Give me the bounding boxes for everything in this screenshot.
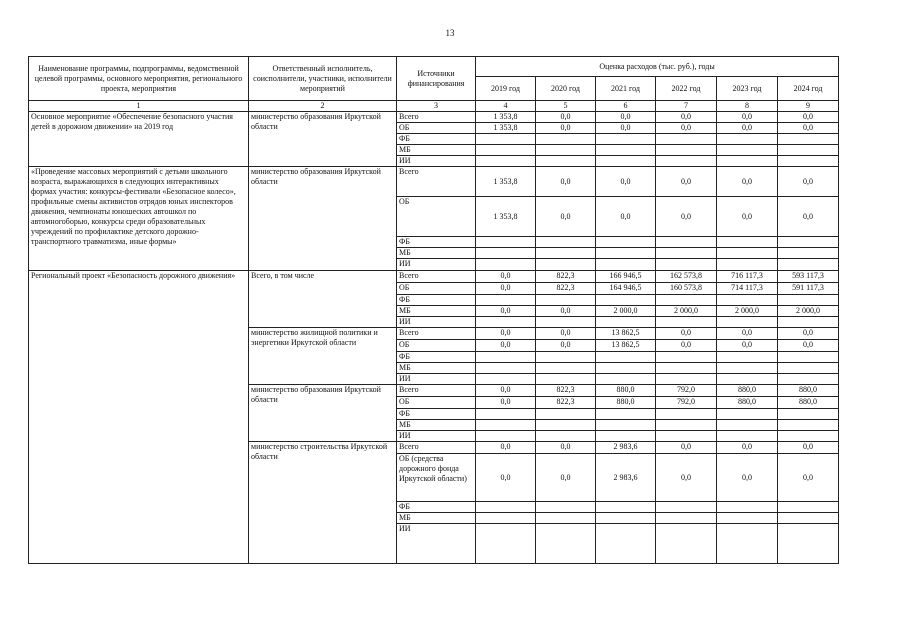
value-cell: 2 000,0 (778, 306, 839, 317)
value-cell (536, 524, 596, 564)
value-cell (596, 431, 656, 442)
value-cell: 0,0 (476, 340, 536, 352)
value-cell (536, 513, 596, 524)
executor-cell: министерство жилищной политики и энергетики Иркутской области (249, 328, 397, 385)
funding-source-cell: ОБ (397, 197, 476, 237)
value-cell (778, 409, 839, 420)
value-cell: 0,0 (656, 454, 717, 502)
funding-source-cell: ФБ (397, 237, 476, 248)
executor-cell: министерство образования Иркутской области (249, 167, 397, 271)
value-cell (536, 295, 596, 306)
value-cell (596, 259, 656, 271)
value-cell: 0,0 (476, 283, 536, 295)
value-cell: 0,0 (778, 328, 839, 340)
value-cell (536, 317, 596, 328)
value-cell: 880,0 (596, 385, 656, 397)
value-cell (596, 352, 656, 363)
value-cell (536, 352, 596, 363)
value-cell: 880,0 (717, 397, 778, 409)
value-cell: 0,0 (596, 112, 656, 123)
value-cell (596, 237, 656, 248)
column-number: 3 (397, 101, 476, 112)
value-cell: 822,3 (536, 283, 596, 295)
header-year: 2021 год (596, 77, 656, 101)
table-row (29, 271, 839, 283)
value-cell (778, 156, 839, 167)
value-cell (476, 156, 536, 167)
funding-source-cell: МБ (397, 420, 476, 431)
value-cell: 0,0 (536, 454, 596, 502)
value-cell (656, 420, 717, 431)
value-cell: 0,0 (596, 167, 656, 197)
value-cell: 822,3 (536, 397, 596, 409)
value-cell (536, 431, 596, 442)
funding-source-cell: Всего (397, 271, 476, 283)
value-cell: 0,0 (656, 167, 717, 197)
value-cell: 0,0 (656, 123, 717, 134)
value-cell: 13 862,5 (596, 328, 656, 340)
value-cell: 2 000,0 (656, 306, 717, 317)
value-cell: 0,0 (717, 167, 778, 197)
header-program: Наименование программы, подпрограммы, ведомственной целевой программы, основного мероприятия, регионального проекта, мероприятия (29, 57, 249, 101)
executor-cell: министерство образования Иркутской области (249, 112, 397, 167)
value-cell: 0,0 (536, 123, 596, 134)
value-cell: 0,0 (717, 112, 778, 123)
value-cell (476, 248, 536, 259)
value-cell (656, 145, 717, 156)
value-cell: 0,0 (656, 340, 717, 352)
value-cell: 792,0 (656, 397, 717, 409)
value-cell: 822,3 (536, 271, 596, 283)
value-cell (778, 295, 839, 306)
value-cell: 0,0 (778, 197, 839, 237)
funding-source-cell: ИИ (397, 431, 476, 442)
funding-source-cell: ФБ (397, 502, 476, 513)
value-cell (778, 431, 839, 442)
column-number: 1 (29, 101, 249, 112)
header-year: 2019 год (476, 77, 536, 101)
program-name-cell: «Проведение массовых мероприятий с детьми школьного возраста, выражающихся в следующих интерактивных формах участия: конкурсы-фестивали «Безопасное колесо», профильные смены активистов отрядов юных инспекторов движения, чемпионаты юношеских автошкол по автомногоборью, конкурсы среди образовательных учреждений по профилактике детского дорожно-транспортного травматизма, иные формы» (29, 167, 249, 271)
funding-source-cell: МБ (397, 306, 476, 317)
value-cell (717, 145, 778, 156)
value-cell (596, 513, 656, 524)
executor-cell: министерство образования Иркутской области (249, 385, 397, 442)
header-year: 2023 год (717, 77, 778, 101)
table-row (29, 167, 839, 197)
value-cell (476, 295, 536, 306)
value-cell: 880,0 (596, 397, 656, 409)
value-cell (476, 409, 536, 420)
value-cell: 822,3 (536, 385, 596, 397)
value-cell (778, 317, 839, 328)
value-cell: 593 117,3 (778, 271, 839, 283)
value-cell: 2 983,6 (596, 454, 656, 502)
value-cell (717, 431, 778, 442)
value-cell (596, 420, 656, 431)
value-cell (717, 134, 778, 145)
funding-source-cell: Всего (397, 167, 476, 197)
value-cell (596, 363, 656, 374)
funding-source-cell: ИИ (397, 259, 476, 271)
value-cell: 0,0 (778, 167, 839, 197)
value-cell (717, 513, 778, 524)
value-cell (717, 374, 778, 385)
value-cell (536, 363, 596, 374)
header-year: 2020 год (536, 77, 596, 101)
value-cell (596, 502, 656, 513)
column-number: 2 (249, 101, 397, 112)
column-number: 8 (717, 101, 778, 112)
program-name-cell: Региональный проект «Безопасность дорожного движения» (29, 271, 249, 564)
funding-source-cell: ИИ (397, 524, 476, 564)
value-cell (717, 156, 778, 167)
funding-source-cell: ИИ (397, 374, 476, 385)
value-cell (656, 352, 717, 363)
funding-source-cell: ОБ (397, 397, 476, 409)
value-cell (596, 248, 656, 259)
value-cell: 0,0 (536, 340, 596, 352)
value-cell (536, 134, 596, 145)
funding-source-cell: ФБ (397, 295, 476, 306)
value-cell (656, 409, 717, 420)
value-cell: 0,0 (476, 454, 536, 502)
value-cell (536, 248, 596, 259)
value-cell (476, 502, 536, 513)
budget-table (28, 56, 839, 564)
value-cell: 0,0 (717, 442, 778, 454)
value-cell: 0,0 (717, 123, 778, 134)
value-cell (596, 156, 656, 167)
value-cell (778, 502, 839, 513)
value-cell: 0,0 (476, 328, 536, 340)
value-cell (536, 237, 596, 248)
value-cell (596, 134, 656, 145)
funding-source-cell: МБ (397, 145, 476, 156)
value-cell (476, 513, 536, 524)
funding-source-cell: ФБ (397, 409, 476, 420)
funding-source-cell: ОБ (397, 283, 476, 295)
value-cell: 0,0 (656, 442, 717, 454)
value-cell: 591 117,3 (778, 283, 839, 295)
value-cell: 880,0 (778, 385, 839, 397)
value-cell (476, 524, 536, 564)
value-cell: 0,0 (536, 197, 596, 237)
funding-source-cell: ИИ (397, 317, 476, 328)
value-cell (656, 431, 717, 442)
value-cell (656, 374, 717, 385)
funding-source-cell: Всего (397, 385, 476, 397)
value-cell (717, 352, 778, 363)
value-cell (656, 248, 717, 259)
value-cell: 0,0 (778, 340, 839, 352)
funding-source-cell: Всего (397, 442, 476, 454)
funding-source-cell: ОБ (397, 123, 476, 134)
value-cell (476, 431, 536, 442)
table-body (29, 112, 839, 564)
value-cell (717, 409, 778, 420)
value-cell (656, 134, 717, 145)
funding-source-cell: МБ (397, 363, 476, 374)
value-cell (656, 524, 717, 564)
value-cell (656, 502, 717, 513)
value-cell (778, 237, 839, 248)
value-cell: 0,0 (536, 442, 596, 454)
value-cell: 0,0 (778, 454, 839, 502)
header-year: 2024 год (778, 77, 839, 101)
value-cell: 0,0 (596, 197, 656, 237)
value-cell (476, 237, 536, 248)
value-cell: 880,0 (717, 385, 778, 397)
value-cell: 0,0 (536, 328, 596, 340)
funding-source-cell: ОБ (397, 340, 476, 352)
value-cell: 0,0 (476, 271, 536, 283)
value-cell (656, 513, 717, 524)
value-cell (717, 237, 778, 248)
value-cell (717, 502, 778, 513)
value-cell: 13 862,5 (596, 340, 656, 352)
value-cell (596, 409, 656, 420)
value-cell: 1 353,8 (476, 123, 536, 134)
column-number: 9 (778, 101, 839, 112)
value-cell: 0,0 (476, 397, 536, 409)
value-cell: 0,0 (656, 197, 717, 237)
funding-source-cell: МБ (397, 513, 476, 524)
funding-source-cell: Всего (397, 328, 476, 340)
value-cell (778, 363, 839, 374)
value-cell: 0,0 (717, 328, 778, 340)
value-cell: 2 983,6 (596, 442, 656, 454)
funding-source-cell: Всего (397, 112, 476, 123)
value-cell (596, 145, 656, 156)
value-cell (778, 513, 839, 524)
value-cell (476, 145, 536, 156)
value-cell (536, 502, 596, 513)
value-cell: 0,0 (596, 123, 656, 134)
value-cell (778, 374, 839, 385)
value-cell: 714 117,3 (717, 283, 778, 295)
value-cell (717, 420, 778, 431)
value-cell (717, 295, 778, 306)
value-cell (476, 134, 536, 145)
value-cell: 1 353,8 (476, 112, 536, 123)
value-cell (476, 363, 536, 374)
value-cell (656, 317, 717, 328)
value-cell (778, 145, 839, 156)
value-cell (656, 156, 717, 167)
column-number: 4 (476, 101, 536, 112)
value-cell (717, 524, 778, 564)
header-source: Источники финансирования (397, 57, 476, 101)
header-executor: Ответственный исполнитель, соисполнители, участники, исполнители мероприятий (249, 57, 397, 101)
value-cell: 0,0 (656, 328, 717, 340)
value-cell: 0,0 (717, 454, 778, 502)
value-cell (717, 317, 778, 328)
value-cell: 0,0 (476, 306, 536, 317)
value-cell (778, 352, 839, 363)
value-cell: 0,0 (476, 442, 536, 454)
value-cell: 160 573,8 (656, 283, 717, 295)
value-cell (476, 259, 536, 271)
value-cell: 0,0 (476, 385, 536, 397)
column-number: 5 (536, 101, 596, 112)
value-cell: 880,0 (778, 397, 839, 409)
value-cell: 716 117,3 (717, 271, 778, 283)
table-row (29, 112, 839, 123)
page-number: 13 (445, 28, 455, 38)
value-cell: 1 353,8 (476, 197, 536, 237)
value-cell (536, 259, 596, 271)
header-costs: Оценка расходов (тыс. руб.), годы (476, 57, 839, 77)
value-cell (778, 524, 839, 564)
value-cell (596, 374, 656, 385)
value-cell: 792,0 (656, 385, 717, 397)
value-cell: 2 000,0 (596, 306, 656, 317)
value-cell (656, 295, 717, 306)
value-cell (476, 352, 536, 363)
value-cell (596, 295, 656, 306)
value-cell (656, 363, 717, 374)
value-cell (717, 259, 778, 271)
value-cell (596, 524, 656, 564)
value-cell: 0,0 (536, 167, 596, 197)
funding-source-cell: ИИ (397, 156, 476, 167)
column-number: 6 (596, 101, 656, 112)
funding-source-cell: МБ (397, 248, 476, 259)
value-cell: 166 946,5 (596, 271, 656, 283)
header-year: 2022 год (656, 77, 717, 101)
value-cell (476, 420, 536, 431)
value-cell: 162 573,8 (656, 271, 717, 283)
executor-cell: Всего, в том числе (249, 271, 397, 328)
value-cell: 0,0 (536, 112, 596, 123)
value-cell (536, 374, 596, 385)
value-cell: 0,0 (717, 340, 778, 352)
value-cell: 2 000,0 (717, 306, 778, 317)
value-cell: 0,0 (656, 112, 717, 123)
value-cell (536, 145, 596, 156)
value-cell (476, 374, 536, 385)
value-cell: 0,0 (778, 442, 839, 454)
value-cell (656, 237, 717, 248)
value-cell: 1 353,8 (476, 167, 536, 197)
funding-source-cell: ФБ (397, 352, 476, 363)
value-cell (536, 409, 596, 420)
value-cell (536, 420, 596, 431)
funding-source-cell: ОБ (средства дорожного фонда Иркутской области) (397, 454, 476, 502)
value-cell (717, 363, 778, 374)
value-cell (778, 420, 839, 431)
value-cell: 0,0 (778, 112, 839, 123)
value-cell: 0,0 (778, 123, 839, 134)
value-cell: 0,0 (536, 306, 596, 317)
value-cell (717, 248, 778, 259)
value-cell (476, 317, 536, 328)
funding-source-cell: ФБ (397, 134, 476, 145)
value-cell: 164 946,5 (596, 283, 656, 295)
value-cell: 0,0 (717, 197, 778, 237)
program-name-cell: Основное мероприятие «Обеспечение безопасного участия детей в дорожном движении» на 2019 год (29, 112, 249, 167)
value-cell (778, 248, 839, 259)
value-cell (536, 156, 596, 167)
column-number: 7 (656, 101, 717, 112)
value-cell (656, 259, 717, 271)
value-cell (596, 317, 656, 328)
executor-cell: министерство строительства Иркутской области (249, 442, 397, 564)
value-cell (778, 134, 839, 145)
value-cell (778, 259, 839, 271)
